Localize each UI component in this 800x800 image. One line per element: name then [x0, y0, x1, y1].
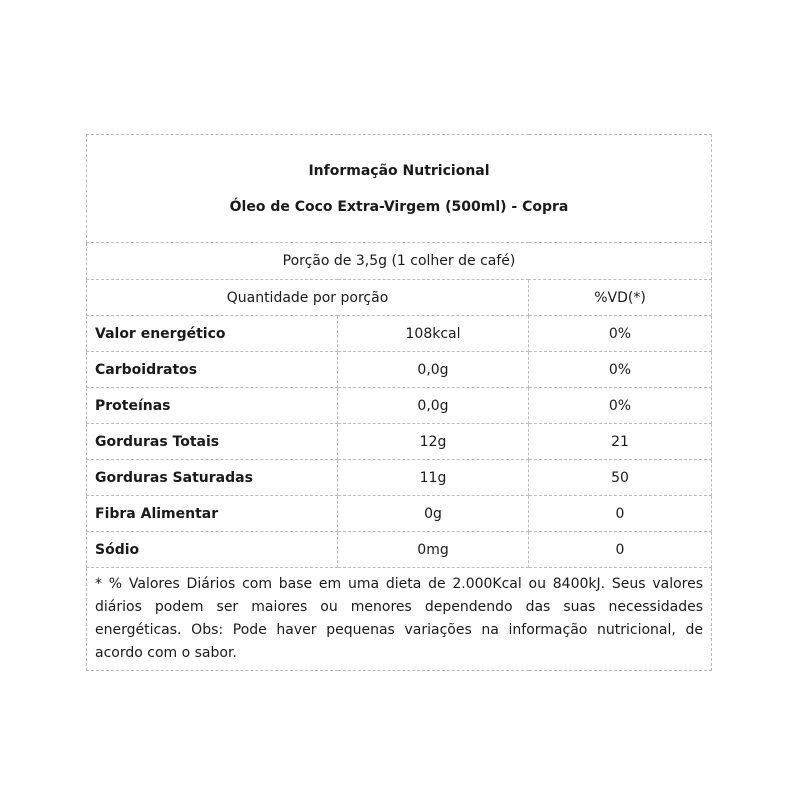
nutrient-amount: 0mg — [338, 532, 529, 568]
table-row — [87, 424, 712, 460]
table-row — [87, 388, 712, 424]
nutrient-label: Carboidratos — [87, 352, 338, 388]
nutrient-label: Gorduras Saturadas — [87, 460, 338, 496]
nutrient-vd: 50 — [529, 460, 712, 496]
nutrient-vd: 0% — [529, 316, 712, 352]
nutrient-amount: 11g — [338, 460, 529, 496]
nutrient-label: Fibra Alimentar — [87, 496, 338, 532]
nutrient-label: Proteínas — [87, 388, 338, 424]
nutrient-vd: 21 — [529, 424, 712, 460]
header-vd: %VD(*) — [529, 280, 712, 316]
table-row — [87, 316, 712, 352]
nutrient-amount: 12g — [338, 424, 529, 460]
table-title-cell — [87, 135, 712, 243]
nutrition-table — [86, 134, 712, 671]
nutrient-vd: 0% — [529, 388, 712, 424]
nutrient-vd: 0 — [529, 496, 712, 532]
nutrient-amount: 0,0g — [338, 388, 529, 424]
table-row — [87, 352, 712, 388]
nutrient-label: Valor energético — [87, 316, 338, 352]
table-row — [87, 460, 712, 496]
nutrient-label: Sódio — [87, 532, 338, 568]
table-row — [87, 532, 712, 568]
footnote: * % Valores Diários com base em uma dieta de 2.000Kcal ou 8400kJ. Seus valores diários podem ser maiores ou menores dependendo das suas necessidades energéticas. Obs: Pode haver pequenas variações na informação nutricional, de acordo com o sabor. — [87, 568, 712, 671]
nutrient-amount: 0,0g — [338, 352, 529, 388]
nutrient-amount: 0g — [338, 496, 529, 532]
portion-size: Porção de 3,5g (1 colher de café) — [87, 243, 712, 280]
header-quantity: Quantidade por porção — [87, 280, 529, 316]
nutrient-amount: 108kcal — [338, 316, 529, 352]
product-name: Óleo de Coco Extra-Virgem (500ml) - Copra — [229, 198, 569, 215]
nutrient-vd: 0 — [529, 532, 712, 568]
nutrient-label: Gorduras Totais — [87, 424, 338, 460]
nutrient-vd: 0% — [529, 352, 712, 388]
table-title: Informação Nutricional — [308, 162, 490, 179]
table-row — [87, 496, 712, 532]
